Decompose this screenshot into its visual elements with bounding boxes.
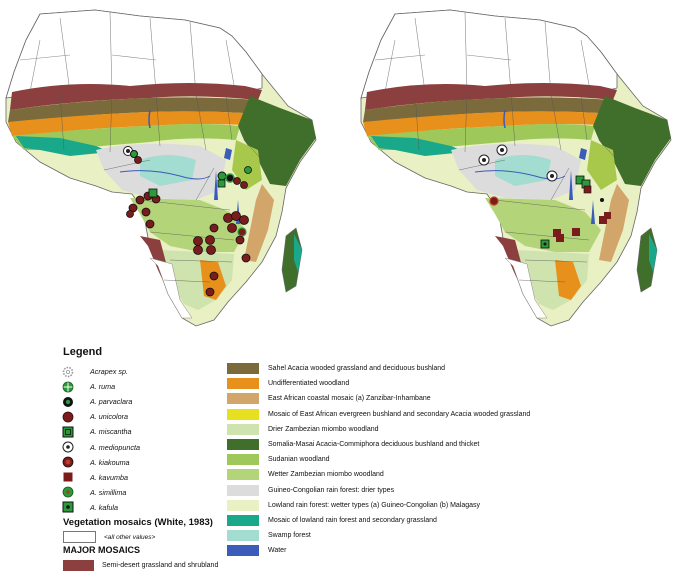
dark-red-square-marker-icon	[60, 471, 76, 484]
vegetation-swatch	[227, 530, 259, 541]
species-label: A. kafula	[90, 502, 118, 512]
vegetation-label: Drier Zambezian miombo woodland	[268, 425, 379, 433]
species-item	[60, 455, 140, 470]
vegetation-label: Mosaic of lowland rain forest and secondary grassland	[268, 516, 437, 524]
vegetation-item	[227, 452, 530, 467]
species-label: A. ruma	[90, 382, 116, 392]
species-item	[60, 379, 140, 394]
green-dot-square-marker-icon	[60, 501, 76, 514]
vegetation-swatch	[227, 409, 259, 420]
vegetation-swatch	[227, 363, 259, 374]
vegetation-item	[227, 543, 530, 558]
vegetation-label: East African coastal mosaic (a) Zanzibar-Inhambane	[268, 395, 431, 403]
vegetation-label: Lowland rain forest: wetter types (a) Guineo-Congolian (b) Malagasy	[268, 501, 481, 509]
vegetation-legend	[227, 361, 530, 558]
vegetation-item	[227, 437, 530, 452]
vegetation-item	[227, 376, 530, 391]
vegetation-item	[227, 498, 530, 513]
legend-title: Legend	[63, 346, 103, 358]
vegetation-swatch	[227, 500, 259, 511]
vegetation-item	[227, 483, 530, 498]
species-label: A. kiakouma	[90, 457, 130, 467]
vegetation-swatch	[227, 545, 259, 556]
red-ringed-dot-marker-icon	[60, 456, 76, 469]
vegetation-label: Undifferentiated woodland	[268, 380, 350, 388]
species-label: A. parvaclara	[90, 397, 133, 407]
species-item	[60, 364, 140, 379]
semi-desert-swatch	[63, 560, 94, 571]
all-other-values-item	[63, 531, 155, 543]
vegetation-label: Wetter Zambezian miombo woodland	[268, 471, 384, 479]
vegetation-label: Somalia-Masai Acacia-Commiphora deciduous bushland and thicket	[268, 441, 480, 449]
major-mosaics-title: MAJOR MOSAICS	[63, 545, 141, 555]
species-label: A. mediopuncta	[90, 442, 140, 452]
black-green-dot-marker-icon	[60, 395, 76, 408]
vegetation-legend-title: Vegetation mosaics (White, 1983)	[63, 517, 213, 528]
vegetation-swatch	[227, 454, 259, 465]
vegetation-label: Swamp forest	[268, 532, 311, 540]
vegetation-item	[227, 513, 530, 528]
vegetation-item	[227, 467, 530, 482]
vegetation-swatch	[227, 378, 259, 389]
vegetation-label: Mosaic of East African evergreen bushland and secondary Acacia wooded grassland	[268, 410, 531, 418]
dark-red-dot-marker-icon	[60, 410, 76, 423]
left-map	[6, 10, 316, 326]
species-label: A. kavumba	[90, 472, 128, 482]
all-other-values-swatch	[63, 531, 96, 543]
species-item	[60, 394, 140, 409]
gear-marker-icon	[60, 365, 76, 378]
species-item	[60, 439, 140, 454]
vegetation-swatch	[227, 393, 259, 404]
species-label: Acrapex sp.	[90, 367, 128, 377]
vegetation-swatch	[227, 424, 259, 435]
green-ringed-dot-marker-icon	[60, 486, 76, 499]
all-other-values-label: <all other values>	[104, 533, 156, 541]
species-item	[60, 500, 140, 515]
vegetation-item	[227, 422, 530, 437]
vegetation-label: Water	[268, 547, 287, 555]
vegetation-swatch	[227, 485, 259, 496]
species-label: A. simillima	[90, 487, 127, 497]
vegetation-label: Sahel Acacia wooded grassland and deciduous bushland	[268, 365, 446, 373]
vegetation-item	[227, 407, 530, 422]
green-cross-marker-icon	[60, 380, 76, 393]
vegetation-item	[227, 528, 530, 543]
vegetation-swatch	[227, 515, 259, 526]
vegetation-label: Sudanian woodland	[268, 456, 330, 464]
vegetation-swatch	[227, 469, 259, 480]
green-square-marker-icon	[60, 425, 76, 438]
right-map	[361, 10, 671, 326]
species-item	[60, 409, 140, 424]
vegetation-item	[227, 391, 530, 406]
species-label: A. unicolora	[90, 412, 128, 422]
species-item	[60, 470, 140, 485]
white-dot-marker-icon	[60, 441, 76, 454]
vegetation-item	[227, 361, 530, 376]
vegetation-swatch	[227, 439, 259, 450]
species-legend	[60, 364, 140, 515]
species-item	[60, 485, 140, 500]
species-item	[60, 424, 140, 439]
semi-desert-label: Semi-desert grassland and shrubland	[102, 562, 219, 569]
vegetation-label: Guineo-Congolian rain forest: drier types	[268, 486, 395, 494]
species-label: A. miscantha	[90, 427, 132, 437]
semi-desert-item	[63, 560, 218, 571]
